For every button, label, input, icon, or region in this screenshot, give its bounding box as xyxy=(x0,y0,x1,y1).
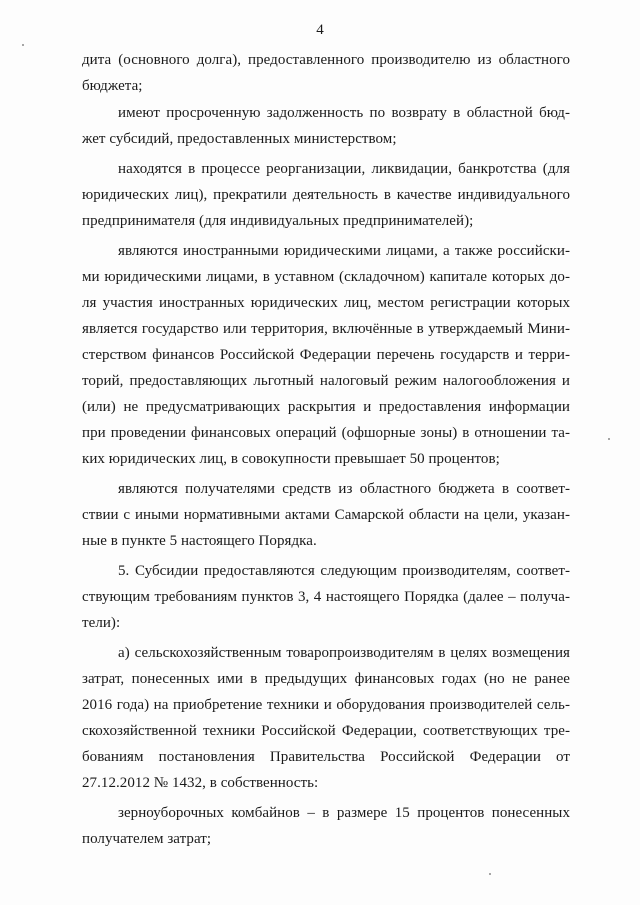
text-line: ля участия иностранных юридических лиц, местом регистрации которых xyxy=(82,295,570,311)
text-line: а) сельскохозяйственным товаропроизводителям в целях возмещения xyxy=(118,645,570,661)
text-line: ствующим требованиям пунктов 3, 4 настоящего Порядка (далее – получа- xyxy=(82,589,570,605)
text-line: имеют просроченную задолженность по возврату в областной бюд- xyxy=(118,105,570,121)
text-line: получателем затрат; xyxy=(82,831,212,847)
text-line: стерством финансов Российской Федерации перечень государств и терри- xyxy=(82,347,570,363)
text-line: ные в пункте 5 настоящего Порядка. xyxy=(82,533,317,549)
page-number: 4 xyxy=(316,22,324,38)
text-line: находятся в процессе реорганизации, ликвидации, банкротства (для xyxy=(118,161,570,177)
text-line: при проведении финансовых операций (офшорные зоны) в отношении та- xyxy=(82,425,570,441)
text-line: (или) не предусматривающих раскрытия и предоставления информации xyxy=(82,399,570,415)
text-line: ких юридических лиц, в совокупности превышает 50 процентов; xyxy=(82,451,500,467)
text-line: тели): xyxy=(82,615,121,631)
scan-speck xyxy=(608,438,610,440)
text-line: предпринимателя (для индивидуальных предпринимателей); xyxy=(82,213,474,229)
text-line: бюджета; xyxy=(82,78,143,94)
text-line: является государство или территория, включённые в утверждаемый Мини- xyxy=(82,321,570,337)
text-line: торий, предоставляющих льготный налоговый режим налогообложения и xyxy=(82,373,570,389)
text-line: 27.12.2012 № 1432, в собственность: xyxy=(82,775,319,791)
text-line: скохозяйственной техники Российской Федерации, соответствующих тре- xyxy=(82,723,570,739)
text-line: 5. Субсидии предоставляются следующим производителям, соответ- xyxy=(118,563,570,579)
text-line: ми юридическими лицами, в уставном (складочном) капитале которых до- xyxy=(82,269,570,285)
text-line: ствии с иными нормативными актами Самарской области на цели, указан- xyxy=(82,507,570,523)
text-line: являются получателями средств из областного бюджета в соответ- xyxy=(118,481,570,497)
text-line: зерноуборочных комбайнов – в размере 15 процентов понесенных xyxy=(118,805,570,821)
text-line: 2016 года) на приобретение техники и оборудования производителей сель- xyxy=(82,697,570,713)
scan-speck xyxy=(489,873,491,875)
text-line: бованиям постановления Правительства Российской Федерации от xyxy=(82,749,570,765)
text-line: юридических лиц), прекратили деятельность в качестве индивидуального xyxy=(82,187,570,203)
text-line: дита (основного долга), предоставленного производителю из областного xyxy=(82,52,570,68)
text-line: являются иностранными юридическими лицами, а также российски- xyxy=(118,243,570,259)
text-line: затрат, понесенных ими в предыдущих финансовых годах (но не ранее xyxy=(82,671,570,687)
scan-speck xyxy=(22,44,24,46)
text-line: жет субсидий, предоставленных министерством; xyxy=(82,131,397,147)
